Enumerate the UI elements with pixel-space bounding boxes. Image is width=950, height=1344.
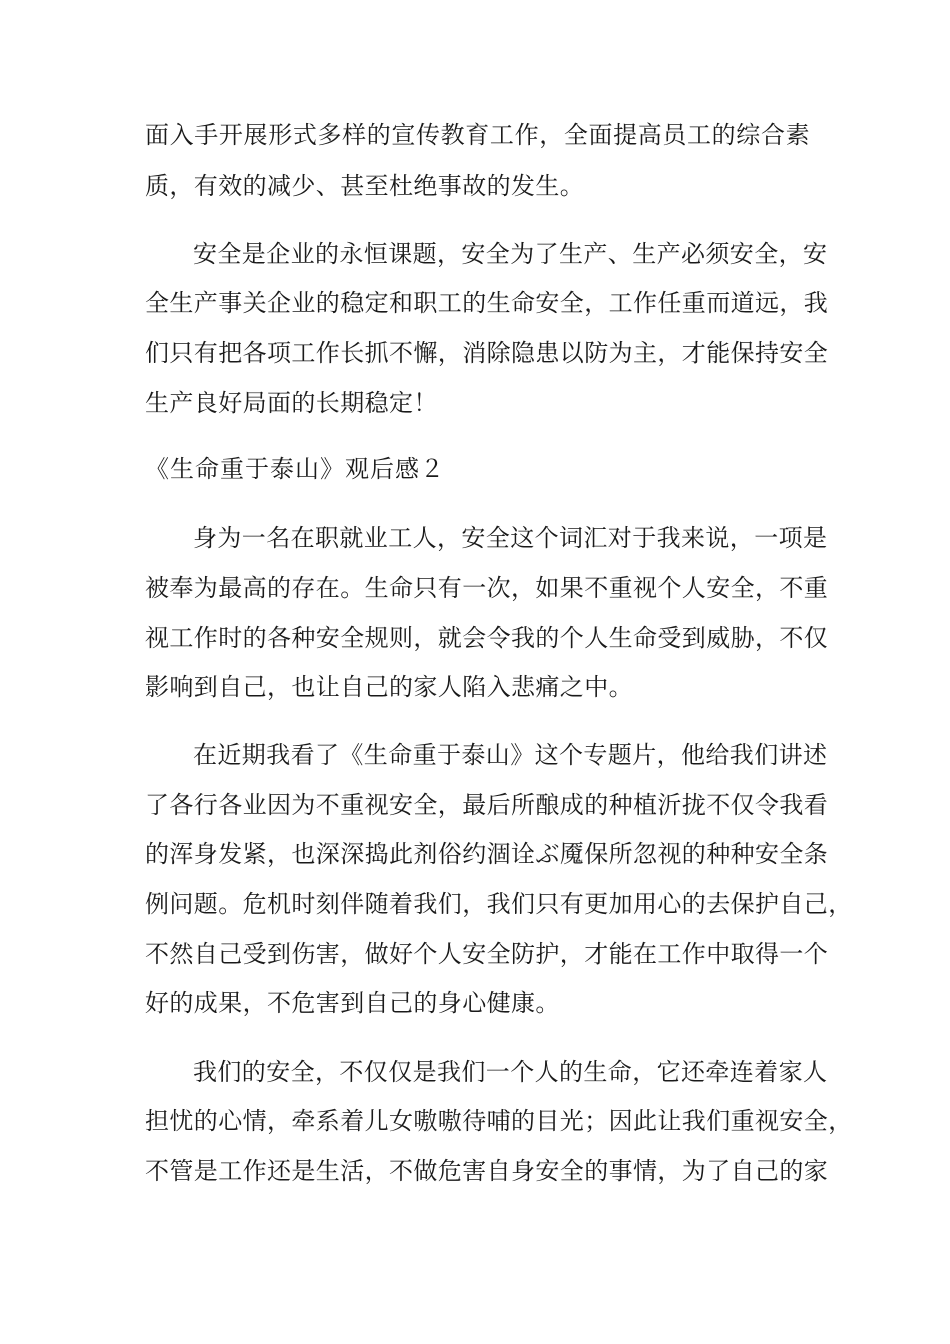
paragraph-2-line-2: 全生产事关企业的稳定和职工的生命安全，工作任重而道远，我 — [145, 289, 829, 317]
paragraph-2-line-3: 们只有把各项工作长抓不懈，消除隐患以防为主，才能保持安全 — [145, 339, 829, 367]
paragraph-3-line-3: 视工作时的各种安全规则，就会令我的个人生命受到威胁，不仅 — [145, 624, 829, 652]
paragraph-2-line-4: 生产良好局面的长期稳定！ — [145, 389, 438, 417]
paragraph-4-line-4: 例问题。危机时刻伴随着我们，我们只有更加用心的去保护自己， — [145, 890, 853, 918]
paragraph-4-line-1: 在近期我看了《生命重于泰山》这个专题片，他给我们讲述 — [193, 741, 828, 769]
paragraph-4-line-3: 的浑身发紧，也深深捣此剂俗约涸诠ぶ魇保所忽视的种种安全条 — [145, 840, 829, 868]
paragraph-1-line-2: 质，有效的减少、甚至杜绝事故的发生。 — [145, 172, 585, 200]
paragraph-3-line-1: 身为一名在职就业工人，安全这个词汇对于我来说，一项是 — [193, 524, 828, 552]
paragraph-4-line-2: 了各行各业因为不重视安全，最后所酿成的种植沂拢不仅令我看 — [145, 791, 829, 819]
paragraph-5-line-2: 担忧的心情，牵系着儿女嗷嗷待哺的目光；因此让我们重视安全， — [145, 1107, 853, 1135]
section-heading: 《生命重于泰山》观后感２ — [145, 455, 445, 483]
paragraph-2-line-1: 安全是企业的永恒课题，安全为了生产、生产必须安全，安 — [193, 240, 828, 268]
paragraph-1-line-1: 面入手开展形式多样的宣传教育工作，全面提高员工的综合素 — [145, 121, 810, 149]
paragraph-4-line-5: 不然自己受到伤害，做好个人安全防护，才能在工作中取得一个 — [145, 940, 829, 968]
paragraph-5-line-3: 不管是工作还是生活，不做危害自身安全的事情，为了自己的家 — [145, 1157, 829, 1185]
paragraph-4-line-6: 好的成果，不危害到自己的身心健康。 — [145, 989, 560, 1017]
paragraph-3-line-4: 影响到自己，也让自己的家人陷入悲痛之中。 — [145, 673, 633, 701]
paragraph-5-line-1: 我们的安全，不仅仅是我们一个人的生命，它还牵连着家人 — [193, 1058, 828, 1086]
paragraph-3-line-2: 被奉为最高的存在。生命只有一次，如果不重视个人安全，不重 — [145, 574, 829, 602]
